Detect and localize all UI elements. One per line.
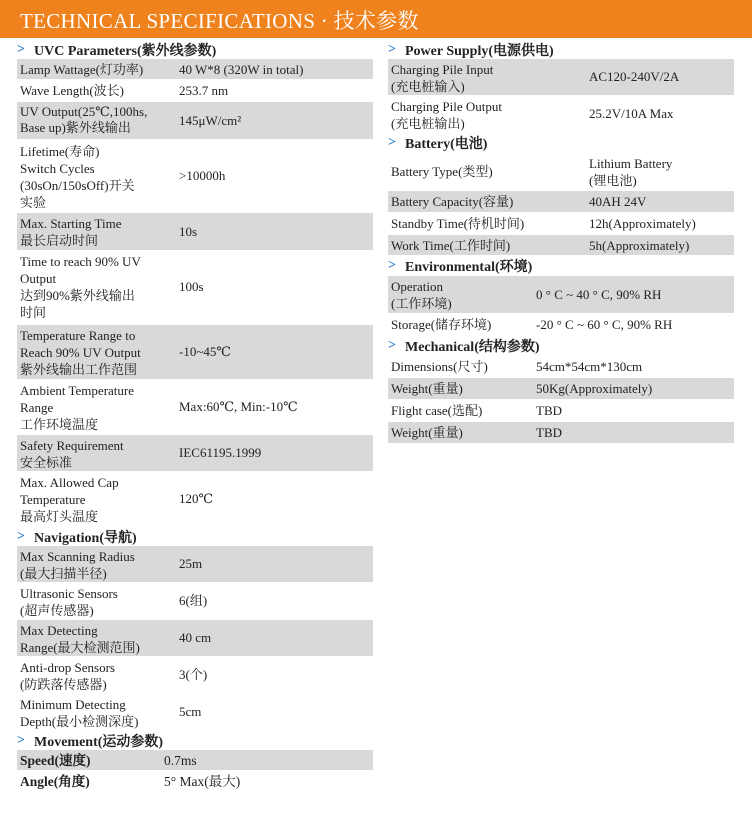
section-header-uvc: [17, 40, 373, 59]
spec-value: 25.2V/10A Max: [589, 106, 674, 121]
arrow-icon: >: [17, 732, 25, 748]
spec-row-ultrasonic: [17, 583, 373, 620]
spec-label: Storage(储存环境): [391, 317, 492, 332]
spec-value: 0.7ms: [164, 753, 197, 768]
spec-row-wave-length: [17, 80, 373, 102]
spec-label: UV Output(25℃,100hs, Base up)紫外线输出: [20, 104, 148, 135]
spec-label: Operation (工作环境): [391, 279, 452, 311]
spec-row-cap-temperature: [17, 472, 373, 527]
spec-value: 145μW/cm²: [179, 113, 242, 128]
spec-row-detecting-range: [17, 620, 373, 657]
spec-value: 5cm: [179, 704, 202, 719]
spec-value: AC120-240V/2A: [589, 69, 680, 84]
spec-row-detecting-depth: [17, 694, 373, 731]
spec-value: 10s: [179, 224, 198, 239]
spec-row-temperature-range: [17, 325, 373, 380]
section-header-environmental: [388, 256, 734, 276]
spec-row-standby-time: [388, 213, 734, 235]
spec-row-starting-time: [17, 213, 373, 251]
spec-label: Temperature Range to Reach 90% UV Output 紫外线输出工作范围: [20, 328, 141, 377]
spec-value: 100s: [179, 279, 204, 294]
section-title-power: Power Supply(电源供电): [404, 43, 554, 59]
arrow-icon: >: [17, 41, 25, 57]
spec-row-dimensions: [388, 356, 734, 378]
spec-label: Max Detecting Range(最大检测范围): [20, 623, 140, 655]
spec-row-work-time: [388, 235, 734, 256]
spec-value: IEC61195.1999: [179, 445, 262, 460]
spec-value: 120℃: [179, 491, 214, 506]
section-title-movement: Movement(运动参数): [33, 734, 164, 750]
spec-label: Minimum Detecting Depth(最小检测深度): [20, 697, 139, 729]
spec-value: -20 ° C ~ 60 ° C, 90% RH: [536, 317, 673, 332]
spec-row-storage: [388, 314, 734, 336]
spec-row-time-to-90: [17, 251, 373, 325]
spec-label: Ultrasonic Sensors (超声传感器): [20, 586, 118, 618]
arrow-icon: >: [388, 41, 396, 57]
section-title-battery: Battery(电池): [404, 137, 488, 152]
title-banner: [0, 0, 752, 38]
spec-label: Lamp Wattage(灯功率): [20, 62, 144, 77]
arrow-icon: >: [17, 528, 25, 544]
spec-label: Max. Starting Time 最长启动时间: [20, 216, 122, 248]
spec-value: 40AH 24V: [589, 194, 647, 209]
spec-value: 54cm*54cm*130cm: [536, 359, 643, 374]
spec-row-ambient-temperature: [17, 380, 373, 435]
spec-row-scanning-radius: [17, 546, 373, 583]
spec-value: Lithium Battery (锂电池): [589, 156, 673, 188]
spec-value: 6(组): [179, 593, 208, 608]
arrow-icon: >: [388, 258, 396, 273]
spec-label: Work Time(工作时间): [391, 238, 511, 253]
spec-value: TBD: [536, 403, 562, 418]
spec-label: Lifetime(寿命) Switch Cycles (30sOn/150sOff)开关 实验: [20, 144, 135, 210]
section-title-mechanical: Mechanical(结构参数): [404, 340, 540, 355]
spec-label: Standby Time(待机时间): [391, 216, 525, 231]
spec-label: Safety Requirement 安全标准: [20, 438, 124, 470]
spec-row-charging-input: [388, 59, 734, 96]
spec-label: Max. Allowed Cap Temperature 最高灯头温度: [20, 475, 119, 524]
spec-value: Max:60℃, Min:-10℃: [179, 399, 298, 414]
spec-label: Anti-drop Sensors (防跌落传感器): [20, 660, 115, 692]
spec-row-safety: [17, 435, 373, 472]
spec-label: Time to reach 90% UV Output 达到90%紫外线输出 时间: [20, 254, 141, 320]
spec-row-weight: [388, 378, 734, 400]
spec-value: 253.7 nm: [179, 83, 229, 98]
right-column: [388, 40, 734, 444]
spec-row-battery-type: [388, 153, 734, 191]
spec-label: Battery Type(类型): [391, 164, 493, 179]
spec-label: Angle(角度): [20, 774, 90, 789]
spec-label: Dimensions(尺寸): [391, 359, 488, 374]
spec-label: Speed(速度): [20, 753, 91, 768]
spec-value: 5h(Approximately): [589, 238, 690, 253]
section-header-mechanical: [388, 336, 734, 356]
spec-value: >10000h: [179, 168, 226, 183]
spec-value: 50Kg(Approximately): [536, 381, 653, 396]
spec-row-speed: [17, 750, 373, 771]
section-title-uvc: UVC Parameters(紫外线参数): [33, 43, 217, 59]
spec-value: -10~45℃: [179, 344, 231, 359]
spec-label: Weight(重量): [391, 425, 463, 440]
arrow-icon: >: [388, 338, 396, 353]
left-column: [17, 40, 373, 792]
spec-row-anti-drop: [17, 657, 373, 694]
section-header-movement: [17, 731, 373, 750]
spec-label: Ambient Temperature Range 工作环境温度: [20, 383, 135, 432]
spec-row-uv-output: [17, 102, 373, 140]
spec-label: Wave Length(波长): [20, 83, 125, 98]
spec-row-angle: [17, 771, 373, 792]
spec-label: Charging Pile Output (充电桩输出): [391, 99, 502, 131]
spec-row-operation: [388, 276, 734, 314]
spec-value: 25m: [179, 556, 203, 571]
spec-row-case-weight: [388, 422, 734, 444]
spec-value: 0 ° C ~ 40 ° C, 90% RH: [536, 287, 662, 302]
section-title-environmental: Environmental(环境): [404, 260, 533, 275]
spec-value: 3(个): [179, 667, 208, 682]
spec-value: 40 W*8 (320W in total): [179, 62, 304, 77]
section-header-navigation: [17, 527, 373, 546]
arrow-icon: >: [388, 135, 396, 150]
spec-row-charging-output: [388, 96, 734, 133]
section-header-power: [388, 40, 734, 59]
spec-label: Battery Capacity(容量): [391, 194, 514, 209]
spec-label: Charging Pile Input (充电桩输入): [391, 62, 494, 94]
page-title: TECHNICAL SPECIFICATIONS · 技术参数: [20, 9, 419, 33]
spec-label: Flight case(选配): [391, 403, 483, 418]
spec-label: Max Scanning Radius (最大扫描半径): [20, 549, 135, 581]
spec-row-flight-case: [388, 400, 734, 422]
section-header-battery: [388, 133, 734, 153]
spec-value: TBD: [536, 425, 562, 440]
spec-value: 5° Max(最大): [164, 774, 241, 789]
spec-row-lifetime: [17, 140, 373, 213]
spec-row-battery-capacity: [388, 191, 734, 213]
spec-value: 40 cm: [179, 630, 212, 645]
spec-row-lamp-wattage: [17, 59, 373, 80]
spec-value: 12h(Approximately): [589, 216, 696, 231]
spec-label: Weight(重量): [391, 381, 463, 396]
section-title-navigation: Navigation(导航): [33, 530, 137, 546]
